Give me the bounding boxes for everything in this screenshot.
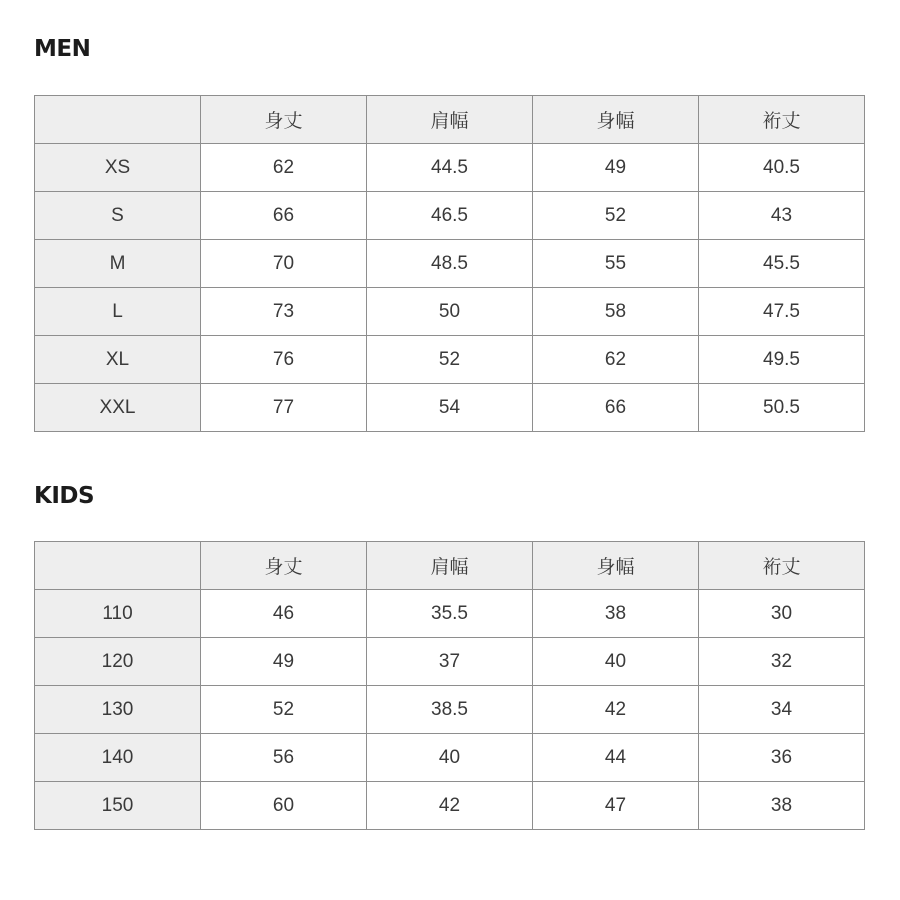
value-cell: 38 xyxy=(699,782,865,830)
value-cell: 46.5 xyxy=(367,192,533,240)
value-cell: 77 xyxy=(201,384,367,432)
kids-size-table xyxy=(34,541,865,830)
corner-header-cell xyxy=(35,542,201,590)
size-label-cell: XXL xyxy=(35,384,201,432)
value-cell: 49 xyxy=(533,144,699,192)
value-cell: 47 xyxy=(533,782,699,830)
value-cell: 54 xyxy=(367,384,533,432)
value-cell: 44.5 xyxy=(367,144,533,192)
table-row xyxy=(35,384,865,432)
value-cell: 32 xyxy=(699,638,865,686)
value-cell: 40 xyxy=(533,638,699,686)
size-label-cell: XS xyxy=(35,144,201,192)
value-cell: 50 xyxy=(367,288,533,336)
value-cell: 66 xyxy=(533,384,699,432)
value-cell: 36 xyxy=(699,734,865,782)
table-row xyxy=(35,686,865,734)
table-row xyxy=(35,590,865,638)
value-cell: 40 xyxy=(367,734,533,782)
size-label-cell: S xyxy=(35,192,201,240)
value-cell: 52 xyxy=(367,336,533,384)
header-cell-length: 身丈 xyxy=(201,96,367,144)
value-cell: 44 xyxy=(533,734,699,782)
value-cell: 50.5 xyxy=(699,384,865,432)
value-cell: 52 xyxy=(533,192,699,240)
value-cell: 49.5 xyxy=(699,336,865,384)
value-cell: 37 xyxy=(367,638,533,686)
value-cell: 62 xyxy=(201,144,367,192)
size-label-cell: 140 xyxy=(35,734,201,782)
kids-section-title: KIDS xyxy=(34,483,95,509)
size-label-cell: 130 xyxy=(35,686,201,734)
value-cell: 66 xyxy=(201,192,367,240)
value-cell: 35.5 xyxy=(367,590,533,638)
value-cell: 70 xyxy=(201,240,367,288)
size-label-cell: L xyxy=(35,288,201,336)
header-cell-length: 身丈 xyxy=(201,542,367,590)
size-label-cell: 120 xyxy=(35,638,201,686)
value-cell: 55 xyxy=(533,240,699,288)
table-row xyxy=(35,240,865,288)
size-label-cell: 110 xyxy=(35,590,201,638)
value-cell: 38.5 xyxy=(367,686,533,734)
value-cell: 42 xyxy=(533,686,699,734)
table-header-row xyxy=(35,96,865,144)
value-cell: 48.5 xyxy=(367,240,533,288)
men-section-title: MEN xyxy=(34,36,91,62)
value-cell: 45.5 xyxy=(699,240,865,288)
size-label-cell: XL xyxy=(35,336,201,384)
size-label-cell: M xyxy=(35,240,201,288)
value-cell: 46 xyxy=(201,590,367,638)
header-cell-shoulder-width: 肩幅 xyxy=(367,96,533,144)
value-cell: 56 xyxy=(201,734,367,782)
table-row xyxy=(35,288,865,336)
value-cell: 52 xyxy=(201,686,367,734)
table-row xyxy=(35,782,865,830)
header-cell-chest-width: 身幅 xyxy=(533,96,699,144)
value-cell: 42 xyxy=(367,782,533,830)
value-cell: 58 xyxy=(533,288,699,336)
corner-header-cell xyxy=(35,96,201,144)
table-row xyxy=(35,336,865,384)
table-header-row xyxy=(35,542,865,590)
size-label-cell: 150 xyxy=(35,782,201,830)
value-cell: 60 xyxy=(201,782,367,830)
value-cell: 76 xyxy=(201,336,367,384)
header-cell-shoulder-width: 肩幅 xyxy=(367,542,533,590)
table-row xyxy=(35,192,865,240)
header-cell-chest-width: 身幅 xyxy=(533,542,699,590)
table-row xyxy=(35,144,865,192)
header-cell-sleeve-length: 裄丈 xyxy=(699,96,865,144)
value-cell: 40.5 xyxy=(699,144,865,192)
value-cell: 47.5 xyxy=(699,288,865,336)
value-cell: 62 xyxy=(533,336,699,384)
header-cell-sleeve-length: 裄丈 xyxy=(699,542,865,590)
table-row xyxy=(35,734,865,782)
men-size-table xyxy=(34,95,865,432)
value-cell: 30 xyxy=(699,590,865,638)
value-cell: 34 xyxy=(699,686,865,734)
value-cell: 38 xyxy=(533,590,699,638)
value-cell: 43 xyxy=(699,192,865,240)
value-cell: 49 xyxy=(201,638,367,686)
value-cell: 73 xyxy=(201,288,367,336)
table-row xyxy=(35,638,865,686)
